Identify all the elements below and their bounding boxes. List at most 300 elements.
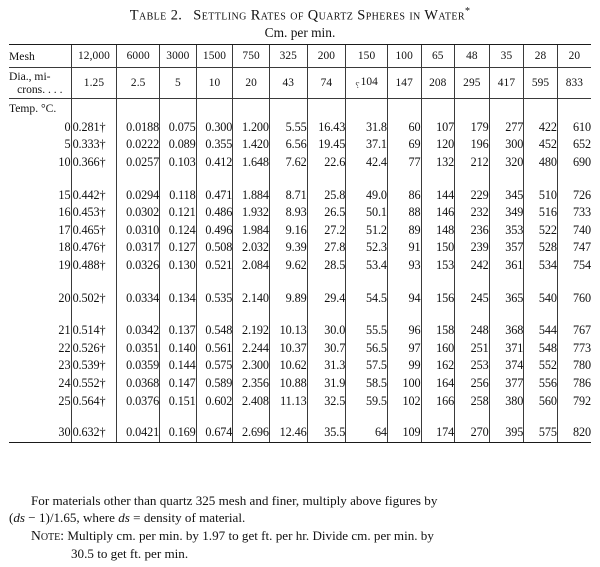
cell-t19-c10: 242 — [455, 257, 490, 275]
group-spacer-label — [9, 307, 71, 322]
table-row — [9, 186, 591, 204]
cell-t22-c2: 0.140 — [160, 339, 197, 357]
cell-t30-c10: 270 — [455, 425, 490, 443]
cell-t23-c0: 0.539† — [71, 357, 117, 375]
temp-header-spacer-8 — [387, 99, 421, 119]
cell-t24-c13: 786 — [557, 375, 591, 393]
diameter-value-10 — [455, 68, 490, 99]
cell-t15-c3: 0.471 — [196, 186, 233, 204]
cell-t19-c9: 153 — [421, 257, 455, 275]
row-label-temp-24: 24 — [58, 375, 71, 390]
cell-t23-c1: 0.0359 — [117, 357, 160, 375]
cell-t16-c11: 349 — [489, 204, 524, 222]
table-row — [9, 136, 591, 154]
cell-t22-c12: 548 — [524, 339, 558, 357]
diameter-value-text-5: 43 — [282, 77, 295, 89]
row-label-temp-0: 0 — [64, 119, 71, 134]
temp-header-spacer-5 — [269, 99, 307, 119]
cell-t25-c6: 32.5 — [307, 392, 346, 410]
cell-t23-c6: 31.3 — [307, 357, 346, 375]
group-spacer-cell-2 — [160, 410, 197, 425]
title-asterisk: * — [465, 6, 471, 17]
group-spacer-cell-8 — [387, 410, 421, 425]
cell-t16-c10: 232 — [455, 204, 490, 222]
temp-header-spacer-9 — [421, 99, 455, 119]
footnote-line-1: For materials other than quartz 325 mesh and finer, multiply above figures by — [31, 493, 438, 508]
group-spacer-cell-10 — [455, 171, 490, 186]
diameter-value-text-2: 5 — [174, 77, 181, 89]
group-spacer-cell-4 — [233, 171, 270, 186]
settling-rates-table — [9, 44, 591, 443]
group-spacer-label — [9, 171, 71, 186]
row-label-temp-22: 22 — [58, 340, 71, 355]
cell-t20-c0: 0.502† — [71, 289, 117, 307]
table-subtitle: Cm. per min. — [264, 25, 336, 41]
cell-t23-c12: 552 — [524, 357, 558, 375]
cell-t19-c2: 0.130 — [160, 257, 197, 275]
diameter-value-6 — [307, 68, 346, 99]
group-spacer-cell-6 — [307, 410, 346, 425]
table-title-block — [0, 0, 600, 41]
cell-t16-c2: 0.121 — [160, 204, 197, 222]
cell-t20-c9: 156 — [421, 289, 455, 307]
cell-t25-c11: 380 — [489, 392, 524, 410]
cell-t30-c5: 12.46 — [269, 425, 307, 443]
cell-t5-c0: 0.333† — [71, 136, 117, 154]
mesh-value-9: 65 — [421, 45, 455, 68]
cell-t15-c11: 345 — [489, 186, 524, 204]
cell-t20-c6: 29.4 — [307, 289, 346, 307]
row-label-temp-19: 19 — [58, 257, 71, 272]
cell-t16-c1: 0.0302 — [117, 204, 160, 222]
mesh-value-5: 325 — [269, 45, 307, 68]
cell-t23-c11: 374 — [489, 357, 524, 375]
mesh-value-13: 20 — [557, 45, 591, 68]
cell-t25-c12: 560 — [524, 392, 558, 410]
diameter-value-text-1: 2.5 — [130, 77, 146, 89]
cell-t20-c11: 365 — [489, 289, 524, 307]
group-spacer-cell-5 — [269, 410, 307, 425]
cell-t0-c12: 422 — [524, 119, 558, 137]
cell-t10-c13: 690 — [557, 154, 591, 172]
group-spacer-cell-9 — [421, 307, 455, 322]
cell-t18-c2: 0.127 — [160, 239, 197, 257]
cell-t18-c8: 91 — [387, 239, 421, 257]
cell-t0-c7: 31.8 — [346, 119, 388, 137]
cell-t24-c3: 0.589 — [196, 375, 233, 393]
cell-t19-c3: 0.521 — [196, 257, 233, 275]
row-label-temp-20: 20 — [58, 290, 71, 305]
cell-t19-c13: 754 — [557, 257, 591, 275]
group-spacer-cell-10 — [455, 274, 490, 289]
cell-t10-c4: 1.648 — [233, 154, 270, 172]
diameter-value-text-0: 1.25 — [83, 77, 105, 89]
cell-t30-c11: 395 — [489, 425, 524, 443]
cell-t30-c4: 2.696 — [233, 425, 270, 443]
cell-t25-c13: 792 — [557, 392, 591, 410]
group-spacer-cell-10 — [455, 307, 490, 322]
group-spacer-cell-0 — [71, 171, 117, 186]
cell-t19-c1: 0.0326 — [117, 257, 160, 275]
diameter-value-3 — [196, 68, 233, 99]
group-spacer-cell-12 — [524, 307, 558, 322]
table-row — [9, 289, 591, 307]
cell-t25-c9: 166 — [421, 392, 455, 410]
cell-t5-c6: 19.45 — [307, 136, 346, 154]
table-number-label: Table 2. — [129, 7, 183, 24]
mesh-value-10: 48 — [455, 45, 490, 68]
group-spacer-cell-5 — [269, 274, 307, 289]
temp-header-spacer-6 — [307, 99, 346, 119]
cell-t17-c1: 0.0310 — [117, 221, 160, 239]
cell-t22-c0: 0.526† — [71, 339, 117, 357]
cell-t25-c0: 0.564† — [71, 392, 117, 410]
cell-t15-c6: 25.8 — [307, 186, 346, 204]
footnote-paren-open: ( — [9, 510, 14, 526]
cell-t18-c6: 27.8 — [307, 239, 346, 257]
table-group-spacer — [9, 274, 591, 289]
group-spacer-cell-7 — [346, 171, 388, 186]
note-text: Multiply cm. per min. by 1.97 to get ft. per hr. Divide cm. per min. by — [67, 528, 434, 544]
cell-t30-c6: 35.5 — [307, 425, 346, 443]
group-spacer-cell-0 — [71, 274, 117, 289]
settling-rates-table-wrapper — [9, 44, 591, 443]
temp-header-spacer-10 — [455, 99, 490, 119]
diameter-value-5 — [269, 68, 307, 99]
row-label-temp-10: 10 — [58, 154, 71, 169]
cell-t25-c4: 2.408 — [233, 392, 270, 410]
diameter-value-text-6: 74 — [320, 77, 333, 89]
group-spacer-cell-2 — [160, 171, 197, 186]
cell-t21-c13: 767 — [557, 322, 591, 340]
group-spacer-cell-13 — [557, 410, 591, 425]
cell-t24-c4: 2.356 — [233, 375, 270, 393]
cell-t21-c3: 0.548 — [196, 322, 233, 340]
cell-t10-c1: 0.0257 — [117, 154, 160, 172]
cell-t23-c13: 780 — [557, 357, 591, 375]
cell-t22-c5: 10.37 — [269, 339, 307, 357]
cell-t30-c12: 575 — [524, 425, 558, 443]
diameter-value-2 — [160, 68, 197, 99]
group-spacer-cell-7 — [346, 274, 388, 289]
group-spacer-cell-10 — [455, 410, 490, 425]
cell-t24-c7: 58.5 — [346, 375, 388, 393]
cell-t0-c1: 0.0188 — [117, 119, 160, 137]
cell-t30-c0: 0.632† — [71, 425, 117, 443]
cell-t19-c7: 53.4 — [346, 257, 388, 275]
cell-t17-c6: 27.2 — [307, 221, 346, 239]
diameter-value-1 — [117, 68, 160, 99]
cell-t23-c9: 162 — [421, 357, 455, 375]
mesh-value-7: 150 — [346, 45, 388, 68]
cell-t24-c9: 164 — [421, 375, 455, 393]
header-diameter-line1: Dia., mi- — [9, 70, 51, 84]
cell-t21-c4: 2.192 — [233, 322, 270, 340]
cell-t0-c0: 0.281† — [71, 119, 117, 137]
cell-t22-c10: 251 — [455, 339, 490, 357]
cell-t24-c5: 10.88 — [269, 375, 307, 393]
diameter-value-0 — [71, 68, 117, 99]
cell-t10-c6: 22.6 — [307, 154, 346, 172]
cell-t5-c4: 1.420 — [233, 136, 270, 154]
cell-t15-c12: 510 — [524, 186, 558, 204]
cell-t30-c1: 0.0421 — [117, 425, 160, 443]
cell-t22-c3: 0.561 — [196, 339, 233, 357]
cell-t15-c13: 726 — [557, 186, 591, 204]
group-spacer-cell-3 — [196, 410, 233, 425]
cell-t15-c7: 49.0 — [346, 186, 388, 204]
cell-t0-c10: 179 — [455, 119, 490, 137]
cell-t0-c13: 610 — [557, 119, 591, 137]
group-spacer-cell-7 — [346, 410, 388, 425]
cell-t23-c10: 253 — [455, 357, 490, 375]
cell-t23-c4: 2.300 — [233, 357, 270, 375]
cell-t15-c8: 86 — [387, 186, 421, 204]
header-label-mesh: Mesh — [9, 45, 71, 68]
cell-t10-c5: 7.62 — [269, 154, 307, 172]
temp-header-spacer-2 — [160, 99, 197, 119]
group-spacer-cell-11 — [489, 410, 524, 425]
cell-t21-c5: 10.13 — [269, 322, 307, 340]
cell-t25-c2: 0.151 — [160, 392, 197, 410]
group-spacer-cell-2 — [160, 307, 197, 322]
cell-t30-c2: 0.169 — [160, 425, 197, 443]
footnote-ds-symbol-1: ds — [13, 510, 26, 526]
group-spacer-cell-9 — [421, 171, 455, 186]
group-spacer-cell-0 — [71, 307, 117, 322]
diameter-value-12 — [524, 68, 558, 99]
cell-t25-c5: 11.13 — [269, 392, 307, 410]
group-spacer-cell-5 — [269, 171, 307, 186]
group-spacer-cell-12 — [524, 171, 558, 186]
group-spacer-cell-4 — [233, 410, 270, 425]
cell-t23-c5: 10.62 — [269, 357, 307, 375]
group-spacer-cell-5 — [269, 307, 307, 322]
cell-t18-c12: 528 — [524, 239, 558, 257]
cell-t25-c10: 258 — [455, 392, 490, 410]
cell-t16-c9: 146 — [421, 204, 455, 222]
cell-t23-c3: 0.575 — [196, 357, 233, 375]
table-row — [9, 357, 591, 375]
group-spacer-cell-8 — [387, 307, 421, 322]
group-spacer-cell-3 — [196, 274, 233, 289]
cell-t15-c4: 1.884 — [233, 186, 270, 204]
row-label-temp-18: 18 — [58, 240, 71, 255]
cell-t24-c0: 0.552† — [71, 375, 117, 393]
group-spacer-cell-11 — [489, 171, 524, 186]
cell-t21-c0: 0.514† — [71, 322, 117, 340]
diameter-value-text-10: 295 — [463, 77, 481, 89]
footnote-note-line — [9, 527, 593, 545]
table-header-row-diameter — [9, 68, 591, 99]
mesh-value-8: 100 — [387, 45, 421, 68]
cell-t0-c11: 277 — [489, 119, 524, 137]
row-label-temp-5: 5 — [64, 137, 71, 152]
group-spacer-cell-3 — [196, 171, 233, 186]
cell-t15-c9: 144 — [421, 186, 455, 204]
cell-t10-c12: 480 — [524, 154, 558, 172]
cell-t18-c9: 150 — [421, 239, 455, 257]
table-row — [9, 221, 591, 239]
mesh-value-11: 35 — [489, 45, 524, 68]
group-spacer-cell-11 — [489, 274, 524, 289]
cell-t21-c6: 30.0 — [307, 322, 346, 340]
diameter-value-8 — [387, 68, 421, 99]
cell-t24-c8: 100 — [387, 375, 421, 393]
cell-t18-c0: 0.476† — [71, 239, 117, 257]
cell-t30-c7: 64 — [346, 425, 388, 443]
cell-t23-c8: 99 — [387, 357, 421, 375]
diameter-value-text-8: 147 — [395, 77, 413, 89]
group-spacer-cell-0 — [71, 410, 117, 425]
cell-t10-c9: 132 — [421, 154, 455, 172]
cell-t17-c7: 51.2 — [346, 221, 388, 239]
cell-t24-c2: 0.147 — [160, 375, 197, 393]
cell-t17-c11: 353 — [489, 221, 524, 239]
footnote-formula-post: = density of material. — [129, 510, 246, 526]
group-spacer-cell-12 — [524, 274, 558, 289]
diameter-value-text-4: 20 — [245, 77, 257, 89]
group-spacer-cell-11 — [489, 307, 524, 322]
table-row — [9, 339, 591, 357]
diameter-value-11 — [489, 68, 524, 99]
diameter-value-4 — [233, 68, 270, 99]
diameter-value-text-11: 417 — [497, 77, 516, 89]
cell-t10-c3: 0.412 — [196, 154, 233, 172]
mesh-value-0: 12,000 — [71, 45, 117, 68]
cell-t23-c2: 0.144 — [160, 357, 197, 375]
cell-t21-c1: 0.0342 — [117, 322, 160, 340]
cell-t30-c8: 109 — [387, 425, 421, 443]
footnote-note-continued: 30.5 to get ft. per min. — [71, 545, 189, 561]
cell-t21-c12: 544 — [524, 322, 558, 340]
cell-t16-c4: 1.932 — [233, 204, 270, 222]
table-row — [9, 425, 591, 443]
cell-t20-c5: 9.89 — [269, 289, 307, 307]
cell-t20-c7: 54.5 — [346, 289, 388, 307]
table-header-row-temp — [9, 99, 591, 119]
table-group-spacer — [9, 171, 591, 186]
cell-t24-c10: 256 — [455, 375, 490, 393]
table-row — [9, 257, 591, 275]
group-spacer-cell-1 — [117, 307, 160, 322]
group-spacer-cell-1 — [117, 171, 160, 186]
group-spacer-cell-12 — [524, 410, 558, 425]
cell-t23-c7: 57.5 — [346, 357, 388, 375]
cell-t21-c11: 368 — [489, 322, 524, 340]
cell-t5-c13: 652 — [557, 136, 591, 154]
mesh-value-6: 200 — [307, 45, 346, 68]
cell-t20-c13: 760 — [557, 289, 591, 307]
cell-t16-c13: 733 — [557, 204, 591, 222]
mesh-value-12: 28 — [524, 45, 558, 68]
cell-t20-c3: 0.535 — [196, 289, 233, 307]
table-row — [9, 204, 591, 222]
cell-t22-c11: 371 — [489, 339, 524, 357]
group-spacer-label — [9, 274, 71, 289]
group-spacer-cell-7 — [346, 307, 388, 322]
group-spacer-cell-8 — [387, 171, 421, 186]
group-spacer-label — [9, 410, 71, 425]
cell-t5-c2: 0.089 — [160, 136, 197, 154]
row-label-temp-17: 17 — [58, 222, 71, 237]
cell-t0-c5: 5.55 — [269, 119, 307, 137]
diameter-footnote-marker: ⸮ — [355, 81, 360, 91]
cell-t20-c8: 94 — [387, 289, 421, 307]
row-label-temp-21: 21 — [58, 323, 71, 338]
temp-header-spacer-1 — [117, 99, 160, 119]
table-row — [9, 154, 591, 172]
cell-t18-c7: 52.3 — [346, 239, 388, 257]
cell-t20-c10: 245 — [455, 289, 490, 307]
cell-t0-c4: 1.200 — [233, 119, 270, 137]
cell-t30-c9: 174 — [421, 425, 455, 443]
cell-t21-c10: 248 — [455, 322, 490, 340]
cell-t16-c6: 26.5 — [307, 204, 346, 222]
group-spacer-cell-9 — [421, 410, 455, 425]
cell-t16-c3: 0.486 — [196, 204, 233, 222]
group-spacer-cell-1 — [117, 274, 160, 289]
cell-t21-c9: 158 — [421, 322, 455, 340]
header-diameter-line2: crons. . . . — [17, 83, 63, 96]
group-spacer-cell-2 — [160, 274, 197, 289]
cell-t17-c3: 0.496 — [196, 221, 233, 239]
cell-t24-c12: 556 — [524, 375, 558, 393]
temp-header-spacer-11 — [489, 99, 524, 119]
cell-t17-c0: 0.465† — [71, 221, 117, 239]
group-spacer-cell-6 — [307, 171, 346, 186]
cell-t0-c6: 16.43 — [307, 119, 346, 137]
cell-t20-c4: 2.140 — [233, 289, 270, 307]
cell-t15-c2: 0.118 — [160, 186, 197, 204]
cell-t21-c7: 55.5 — [346, 322, 388, 340]
cell-t5-c11: 300 — [489, 136, 524, 154]
cell-t17-c8: 89 — [387, 221, 421, 239]
cell-t17-c12: 522 — [524, 221, 558, 239]
cell-t16-c12: 516 — [524, 204, 558, 222]
table-title — [0, 6, 600, 24]
cell-t20-c1: 0.0334 — [117, 289, 160, 307]
cell-t0-c3: 0.300 — [196, 119, 233, 137]
cell-t22-c13: 773 — [557, 339, 591, 357]
cell-t21-c2: 0.137 — [160, 322, 197, 340]
temp-header-spacer-3 — [196, 99, 233, 119]
cell-t21-c8: 96 — [387, 322, 421, 340]
mesh-value-3: 1500 — [196, 45, 233, 68]
cell-t19-c4: 2.084 — [233, 257, 270, 275]
cell-t19-c6: 28.5 — [307, 257, 346, 275]
table-row — [9, 239, 591, 257]
cell-t16-c7: 50.1 — [346, 204, 388, 222]
cell-t20-c12: 540 — [524, 289, 558, 307]
cell-t16-c0: 0.453† — [71, 204, 117, 222]
footnote-ds-symbol-2: ds — [118, 510, 130, 526]
cell-t5-c3: 0.355 — [196, 136, 233, 154]
group-spacer-cell-13 — [557, 307, 591, 322]
diameter-value-text-9: 208 — [429, 77, 447, 89]
cell-t25-c1: 0.0376 — [117, 392, 160, 410]
cell-t0-c9: 107 — [421, 119, 455, 137]
group-spacer-cell-6 — [307, 307, 346, 322]
cell-t19-c12: 534 — [524, 257, 558, 275]
cell-t5-c5: 6.56 — [269, 136, 307, 154]
cell-t22-c6: 30.7 — [307, 339, 346, 357]
cell-t22-c1: 0.0351 — [117, 339, 160, 357]
diameter-value-13 — [557, 68, 591, 99]
diameter-value-text-7: 104 — [360, 75, 378, 88]
cell-t17-c9: 148 — [421, 221, 455, 239]
table-row — [9, 322, 591, 340]
